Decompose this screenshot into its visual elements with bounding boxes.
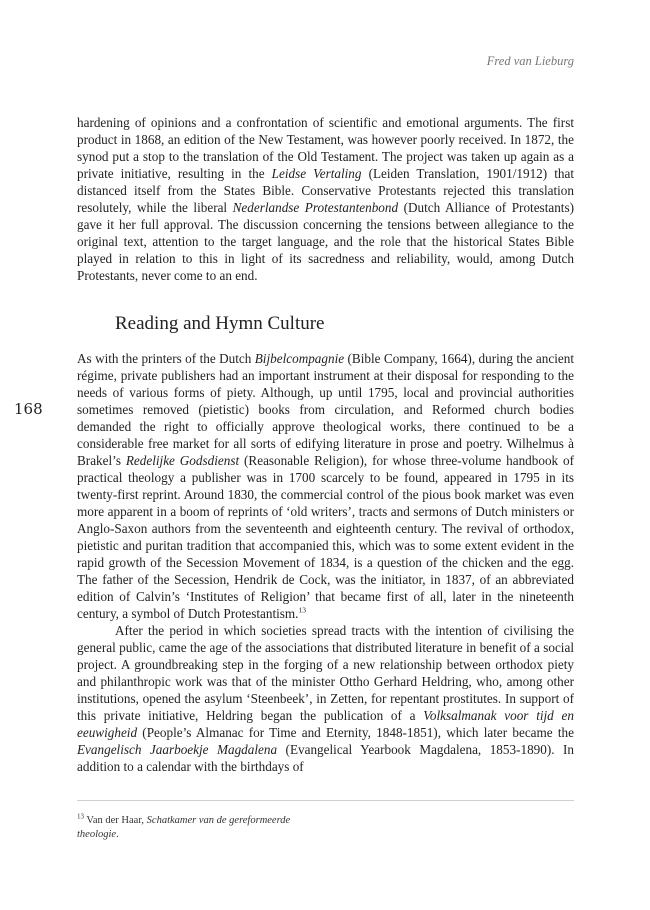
- text-run: (Bible Company, 1664), during the ancient régime, private publishers had an important instrument at their disposal for responding to the needs of various forms of piety. Although, up until 1795, local and provincial authorities sometimes removed (pietistic) books from circulation, and Reformed church bodies demanded the right to officially approve theological works, there continued to be a considerable free market for all sorts of edifying literature in prose and poetry. Wilhelmus à Brakel’s: [77, 351, 574, 468]
- text-run: As with the printers of the Dutch: [77, 351, 255, 366]
- paragraph: [77, 350, 574, 622]
- footnote-number: 13: [77, 812, 84, 821]
- running-header-author: Fred van Lieburg: [486, 54, 574, 68]
- footnote: [77, 814, 322, 842]
- text-run: (Dutch Alliance of Protestants) gave it her full approval. The discussion concerning the tensions between allegiance to the original text, attention to the target language, and the role that the historical States Bible played in relation to this in light of its sacredness and reliability, would, among Dutch Protestants, never come to an end.: [77, 200, 574, 283]
- italic-title: Nederlandse Protestantenbond: [232, 200, 399, 215]
- italic-title: Volksalmanak voor tijd en eeuwigheid: [77, 708, 574, 740]
- italic-title: Evangelisch Jaarboekje Magdalena: [77, 742, 278, 757]
- paragraph: [77, 622, 574, 775]
- text-run: .: [116, 829, 119, 840]
- text-run: Van der Haar,: [84, 815, 147, 826]
- text-run: After the period in which societies spread tracts with the intention of civilising the general public, came the age of the associations that distributed literature in benefit of a social project. A groundbreaking step in the forging of a new relationship between orthodox piety and philanthropic work was that of the minister Ottho Gerhard Heldring, who, among other institutions, opened the asylum ‘Steenbeek’, in Zetten, for repentant prostitutes. In support of this private initiative, Heldring began the publication of a: [77, 623, 574, 723]
- italic-title: Bijbelcompagnie: [254, 351, 345, 366]
- text-run: (People’s Almanac for Time and Eternity, 1848-1851), which later became the: [137, 725, 574, 740]
- text-run: hardening of opinions and a confrontation of scientific and emotional arguments. The first product in 1868, an edition of the New Testament, was however poorly received. In 1872, the synod put a stop to the translation of the Old Testament. The project was taken up again as a private initiative, resulting in the: [77, 115, 574, 181]
- text-run: (Reasonable Religion), for whose three-volume handbook of practical theology a publisher was in 1700 scarcely to be found, appeared in 1795 in its twenty-first reprint. Around 1830, the commercial control of the pious book market was even more apparent in a boom of reprints of ‘old writers’, tracts and sermons of Dutch ministers or Anglo-Saxon authors from the seventeenth and eighteenth century. The revival of orthodox, pietistic and puritan tradition that accompanied this, which was to some extent evident in the rapid growth of the Secession Movement of 1834, is a question of the chicken and the egg. The father of the Secession, Hendrik de Cock, was the initiator, in 1837, of an abbreviated edition of Calvin’s ‘Institutes of Religion’ that became first of all, later in the nineteenth century, a symbol of Dutch Protestantism.: [77, 453, 574, 621]
- paragraph: [77, 114, 574, 284]
- page-number: 168: [14, 400, 43, 418]
- text-run: (Evangelical Yearbook Magdalena, 1853-1890). In addition to a calendar with the birthdays of: [77, 742, 575, 774]
- footnote-reference: 13: [298, 605, 306, 615]
- text-run: (Leiden Translation, 1901/1912) that distanced itself from the States Bible. Conservative Protestants rejected this translation resolutely, while the liberal: [77, 166, 575, 215]
- footnote-divider: [77, 800, 574, 801]
- footnote-text: [77, 812, 291, 840]
- body-text-top: [77, 114, 574, 284]
- italic-title: Leidse Vertaling: [271, 166, 362, 181]
- italic-title: Schatkamer van de gereformeerde theologie: [77, 815, 291, 840]
- body-text-main: [77, 350, 574, 775]
- italic-title: Redelijke Godsdienst: [125, 453, 240, 468]
- section-heading: Reading and Hymn Culture: [115, 313, 325, 334]
